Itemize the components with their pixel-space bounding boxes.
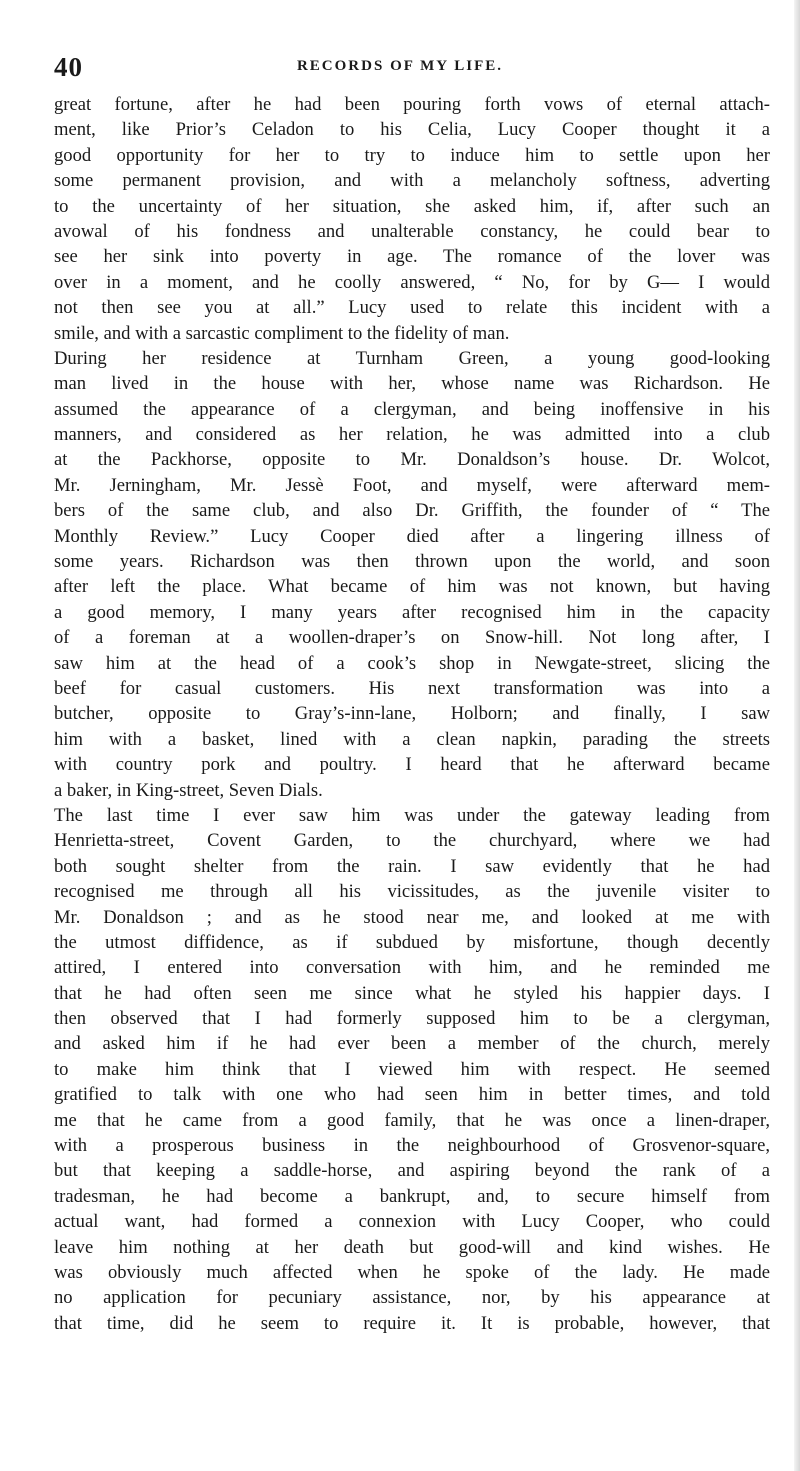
text-line: him with a basket, lined with a clean napkin, parading the streets	[54, 728, 770, 750]
text-line: to the uncertainty of her situation, she asked him, if, after such an	[54, 195, 770, 217]
text-line: recognised me through all his vicissitudes, as the juvenile visiter to	[54, 881, 770, 903]
text-line: smile, and with a sarcastic compliment to the fidelity of man.	[54, 322, 510, 344]
text-line: beef for casual customers. His next transformation was into a	[54, 677, 770, 699]
text-line: some years. Richardson was then thrown upon the world, and soon	[54, 551, 770, 573]
text-line: saw him at the head of a cook’s shop in Newgate-street, slicing the	[54, 652, 770, 674]
text-line: butcher, opposite to Gray’s-inn-lane, Holborn; and finally, I saw	[54, 703, 770, 725]
text-line: The last time I ever saw him was under the gateway leading from	[54, 804, 770, 826]
text-line: that time, did he seem to require it. It is probable, however, that	[54, 1312, 770, 1334]
text-line: During her residence at Turnham Green, a young good-looking	[54, 347, 770, 369]
text-line: bers of the same club, and also Dr. Griffith, the founder of “ The	[54, 500, 770, 522]
text-line: that he had often seen me since what he styled his happier days. I	[54, 982, 770, 1004]
text-line: was obviously much affected when he spoke of the lady. He made	[54, 1261, 770, 1283]
text-line: to make him think that I viewed him with respect. He seemed	[54, 1058, 770, 1080]
text-line: leave him nothing at her death but good-will and kind wishes. He	[54, 1236, 770, 1258]
text-line: a good memory, I many years after recognised him in the capacity	[54, 601, 770, 623]
text-line: with a prosperous business in the neighbourhood of Grosvenor-square,	[54, 1135, 770, 1157]
text-line: of a foreman at a woollen-draper’s on Snow-hill. Not long after, I	[54, 627, 770, 649]
text-line: after left the place. What became of him was not known, but having	[54, 576, 770, 598]
page-number: 40	[54, 52, 83, 82]
text-line: a baker, in King-street, Seven Dials.	[54, 779, 323, 801]
text-line: then observed that I had formerly supposed him to be a clergyman,	[54, 1008, 770, 1030]
running-head: RECORDS OF MY LIFE.	[296, 58, 504, 74]
page-edge-shadow	[794, 0, 800, 1471]
text-line: no application for pecuniary assistance, nor, by his appearance at	[54, 1287, 770, 1309]
text-line: actual want, had formed a connexion with Lucy Cooper, who could	[54, 1211, 770, 1233]
text-line: good opportunity for her to try to induce him to settle upon her	[54, 144, 770, 166]
text-line: attired, I entered into conversation with him, and he reminded me	[54, 957, 770, 979]
text-line: Mr. Jerningham, Mr. Jessè Foot, and myself, were afterward mem-	[54, 474, 770, 496]
text-line: some permanent provision, and with a melancholy softness, adverting	[54, 170, 770, 192]
text-line: ment, like Prior’s Celadon to his Celia, Lucy Cooper thought it a	[54, 119, 770, 141]
text-line: me that he came from a good family, that he was once a linen-draper,	[54, 1109, 770, 1131]
text-line: manners, and considered as her relation, he was admitted into a club	[54, 424, 770, 446]
text-line: not then see you at all.” Lucy used to relate this incident with a	[54, 297, 770, 319]
text-line: at the Packhorse, opposite to Mr. Donaldson’s house. Dr. Wolcot,	[54, 449, 770, 471]
text-line: gratified to talk with one who had seen him in better times, and told	[54, 1084, 770, 1106]
text-line: over in a moment, and he coolly answered, “ No, for by G— I would	[54, 271, 770, 293]
text-line: man lived in the house with her, whose name was Richardson. He	[54, 373, 770, 395]
text-line: avowal of his fondness and unalterable constancy, he could bear to	[54, 220, 770, 242]
text-line: see her sink into poverty in age. The romance of the lover was	[54, 246, 770, 268]
body-text	[54, 92, 770, 1336]
text-line: Mr. Donaldson ; and as he stood near me, and looked at me with	[54, 906, 770, 928]
text-line: the utmost diffidence, as if subdued by misfortune, though decently	[54, 931, 770, 953]
text-line: Monthly Review.” Lucy Cooper died after a lingering illness of	[54, 525, 770, 547]
text-line: both sought shelter from the rain. I saw evidently that he had	[54, 855, 770, 877]
text-line: but that keeping a saddle-horse, and aspiring beyond the rank of a	[54, 1160, 770, 1182]
text-line: great fortune, after he had been pouring forth vows of eternal attach-	[54, 94, 770, 115]
text-line: and asked him if he had ever been a member of the church, merely	[54, 1033, 770, 1055]
text-line: Henrietta-street, Covent Garden, to the churchyard, where we had	[54, 830, 770, 852]
text-line: assumed the appearance of a clergyman, and being inoffensive in his	[54, 398, 770, 420]
text-line: with country pork and poultry. I heard that he afterward became	[54, 754, 770, 776]
text-line: tradesman, he had become a bankrupt, and, to secure himself from	[54, 1185, 770, 1207]
